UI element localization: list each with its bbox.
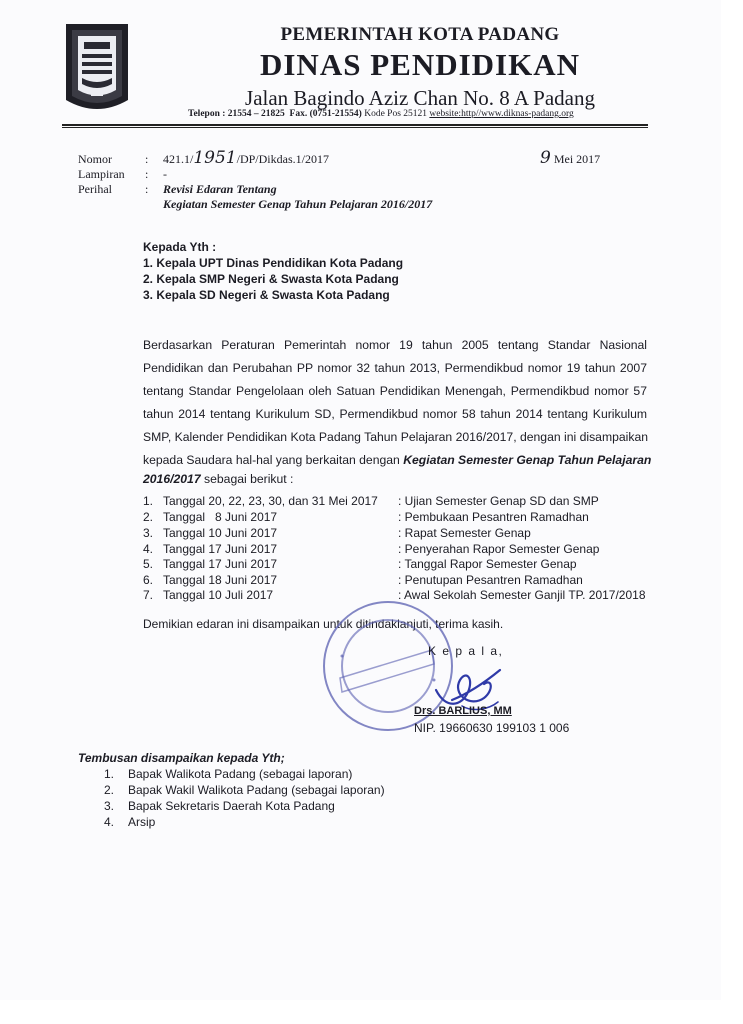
body-line-7: [143, 472, 293, 486]
signatory-nip: NIP. 19660630 199103 1 006: [414, 721, 570, 735]
cc-item: Bapak Wakil Walikota Padang (sebagai laporan): [128, 783, 385, 797]
schedule-item-number: 3.: [143, 526, 154, 540]
schedule-item-date: Tanggal 10 Juli 2017: [163, 588, 274, 602]
date-day-handwritten: 9: [540, 148, 551, 168]
number-suffix: /DP/Dikdas.1/2017: [236, 152, 329, 166]
date-month-year: Mei 2017: [553, 152, 601, 166]
cc-item-number: 2.: [104, 783, 115, 797]
cc-item-number: 4.: [104, 815, 115, 829]
department-name: DINAS PENDIDIKAN: [259, 47, 580, 82]
schedule-item-number: 7.: [143, 588, 154, 602]
schedule-item-activity: : Ujian Semester Genap SD dan SMP: [398, 494, 599, 508]
schedule-item-number: 2.: [143, 510, 154, 524]
letter-date: [540, 148, 600, 168]
recipient-3: 3. Kepala SD Negeri & Swasta Kota Padang: [143, 288, 390, 302]
website-link[interactable]: website:http//www.diknas-padang.org: [429, 109, 574, 119]
signatory-name: Drs. BARLIUS, MM: [414, 705, 512, 717]
schedule-item-activity: : Penutupan Pesantren Ramadhan: [398, 573, 583, 587]
office-address: Jalan Bagindo Aziz Chan No. 8 A Padang: [245, 86, 595, 110]
letter-number: [163, 148, 329, 168]
subject-colon: :: [145, 182, 149, 196]
phone-number: 21554 – 21825: [227, 109, 285, 119]
body-line-6: [143, 453, 651, 467]
city-coat-of-arms-logo: [64, 22, 130, 116]
body-line-2: Pendidikan dan Perubahan PP nomor 32 tahun 2013, Permendikbud nomor 19 tahun 2007: [143, 361, 647, 375]
schedule-item-number: 5.: [143, 557, 154, 571]
number-colon: :: [145, 152, 149, 166]
schedule-item-activity: : Pembukaan Pesantren Ramadhan: [398, 510, 589, 524]
schedule-item-number: 6.: [143, 573, 154, 587]
schedule-item-date: Tanggal 17 Juni 2017: [163, 542, 278, 556]
recipients-heading: Kepada Yth :: [143, 240, 217, 254]
schedule-item-date: Tanggal 17 Juni 2017: [163, 557, 278, 571]
subject-line-2: Kegiatan Semester Genap Tahun Pelajaran 2016/2017: [163, 197, 433, 211]
cc-item-number: 3.: [104, 799, 115, 813]
schedule-item-date: Tanggal 10 Juni 2017: [163, 526, 278, 540]
cc-heading: Tembusan disampaikan kepada Yth;: [78, 751, 285, 765]
attachment-label: Lampiran: [78, 167, 125, 181]
cc-item-number: 1.: [104, 767, 115, 781]
postal-label: Kode Pos: [364, 109, 401, 119]
schedule-item-date: Tanggal 20, 22, 23, 30, dan 31 Mei 2017: [163, 494, 378, 508]
scan-margin-bottom: [0, 1000, 743, 1024]
body-line-1: Berdasarkan Peraturan Pemerintah nomor 19 tahun 2005 tentang Standar Nasional: [143, 338, 647, 352]
attachment-value: -: [163, 167, 167, 181]
closing-statement: Demikian edaran ini disampaikan untuk ditindaklanjuti, terima kasih.: [143, 617, 504, 631]
schedule-item-activity: : Tanggal Rapor Semester Genap: [398, 557, 577, 571]
cc-item: Arsip: [128, 815, 156, 829]
attachment-colon: :: [145, 167, 149, 181]
number-prefix: 421.1/: [163, 152, 194, 166]
subject-line-1: Revisi Edaran Tentang: [163, 182, 277, 196]
schedule-item-number: 1.: [143, 494, 154, 508]
body-line-6-text: kepada Saudara hal-hal yang berkaitan dengan: [143, 453, 400, 467]
body-line-7-emphasis: 2016/2017: [143, 472, 201, 486]
fax-number: (0751-21554): [309, 109, 362, 119]
contact-line: [188, 109, 648, 119]
letterhead-rule-thick: [62, 124, 648, 126]
postal-code: 25121: [403, 109, 428, 119]
cc-item: Bapak Sekretaris Daerah Kota Padang: [128, 799, 335, 813]
recipient-2: 2. Kepala SMP Negeri & Swasta Kota Padang: [143, 272, 399, 286]
schedule-item-date: Tanggal 18 Juni 2017: [163, 573, 278, 587]
phone-label: Telepon :: [188, 109, 226, 119]
subject-label: Perihal: [78, 182, 112, 196]
schedule-item-activity: : Rapat Semester Genap: [398, 526, 531, 540]
recipient-1: 1. Kepala UPT Dinas Pendidikan Kota Padang: [143, 256, 404, 270]
schedule-item-number: 4.: [143, 542, 154, 556]
government-name: PEMERINTAH KOTA PADANG: [280, 24, 560, 45]
cc-item: Bapak Walikota Padang (sebagai laporan): [128, 767, 353, 781]
scan-margin-right: [721, 0, 743, 1024]
schedule-item-activity: : Penyerahan Rapor Semester Genap: [398, 542, 600, 556]
body-line-4: tahun 2014 tentang Kurikulum SD, Permendikbud nomor 58 tahun 2014 tentang Kurikulum: [143, 407, 647, 421]
schedule-item-date: Tanggal 8 Juni 2017: [163, 510, 278, 524]
letterhead-rule-thin: [62, 127, 648, 128]
fax-label: Fax.: [289, 109, 308, 119]
body-line-5: SMP, Kalender Pendidikan Kota Padang Tahun Pelajaran 2016/2017, dengan ini disampaikan: [143, 430, 649, 444]
schedule-item-activity: : Awal Sekolah Semester Ganjil TP. 2017/2018: [398, 588, 646, 602]
body-line-6-emphasis: Kegiatan Semester Genap Tahun Pelajaran: [403, 453, 652, 467]
body-line-7-text: sebagai berikut :: [204, 472, 294, 486]
number-label: Nomor: [78, 152, 112, 166]
signatory-title: K e p a l a,: [428, 644, 504, 658]
body-line-3: tentang Standar Pengelolaan oleh Satuan Pendidikan Menengah, Permendikbud nomor 57: [143, 384, 647, 398]
number-handwritten: 1951: [193, 148, 237, 168]
